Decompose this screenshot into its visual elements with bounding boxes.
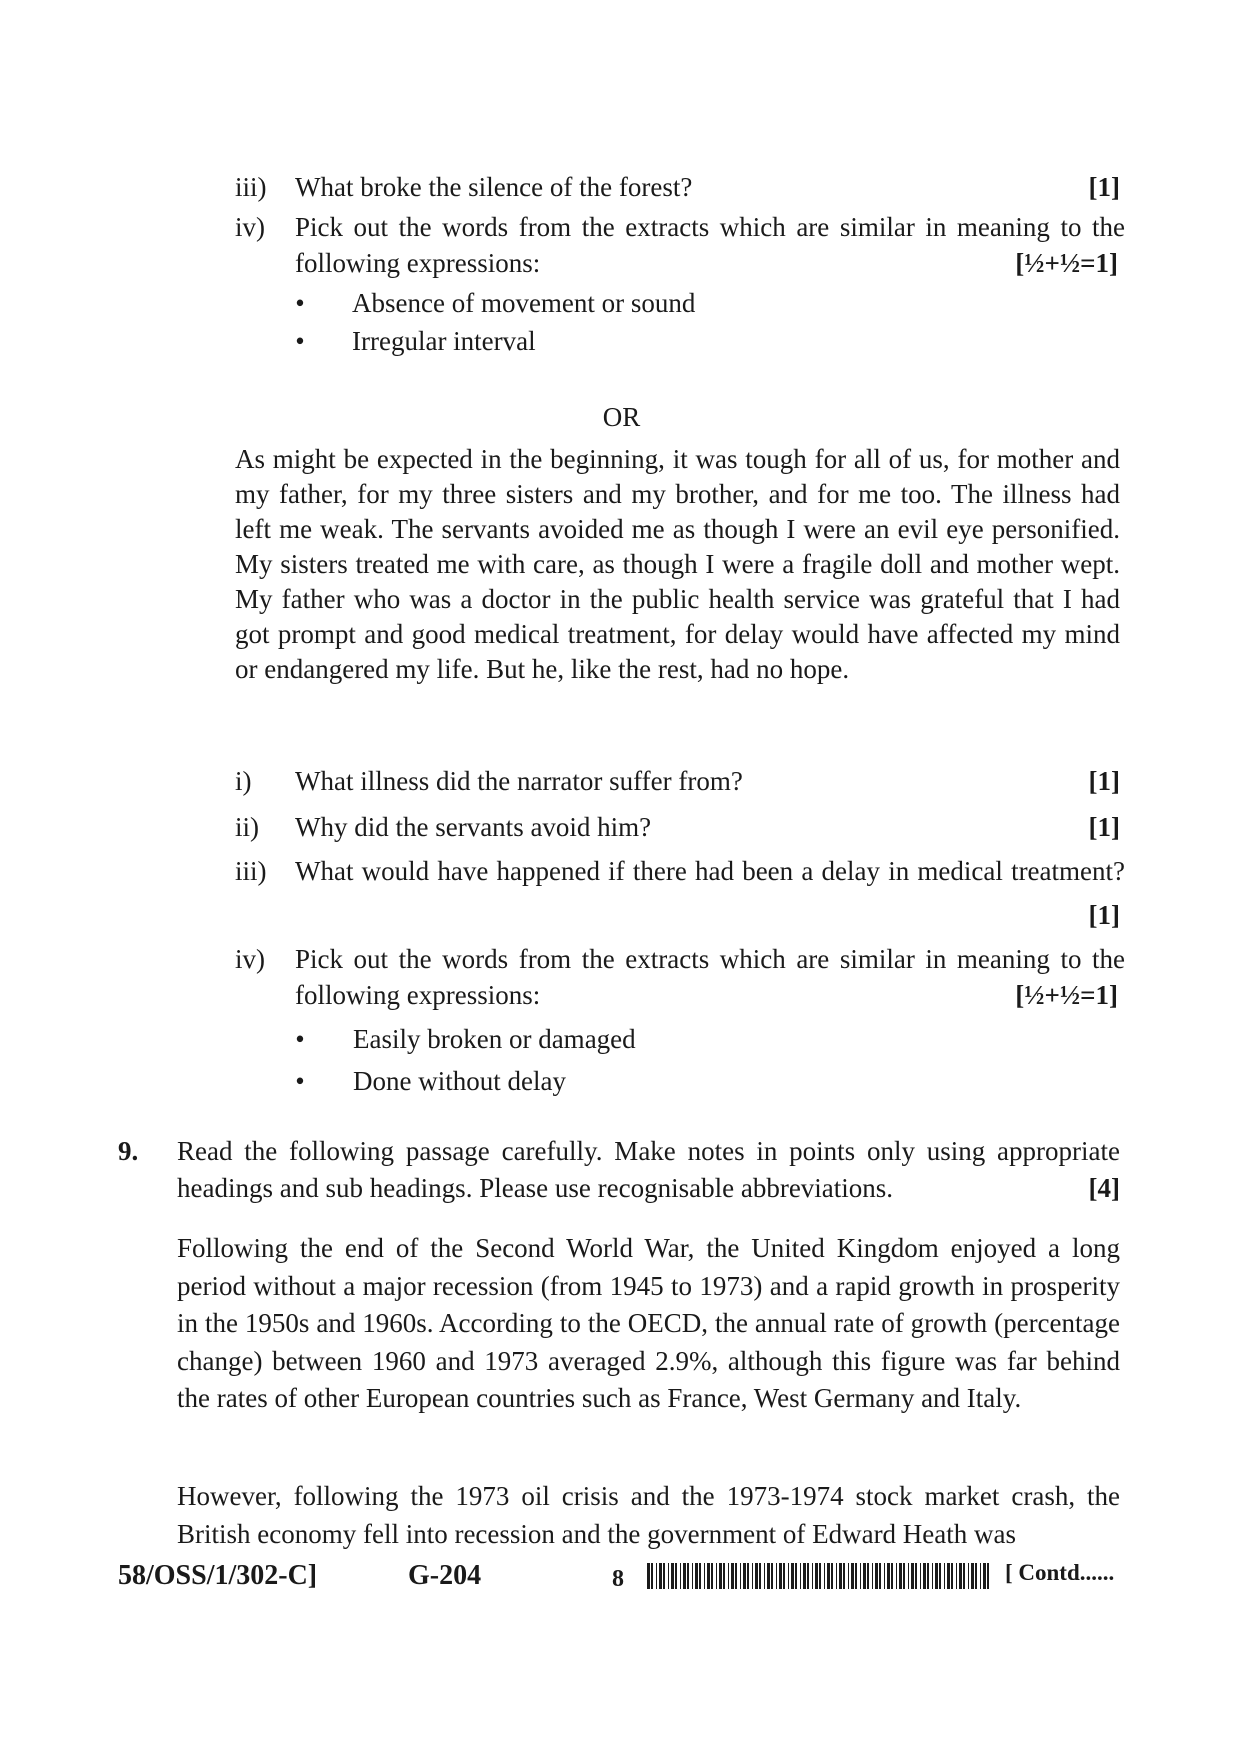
- question-number: iii): [235, 172, 267, 202]
- bullet-item: Absence of movement or sound: [352, 288, 696, 318]
- bullet-item: Done without delay: [353, 1066, 566, 1096]
- series-code: G-204: [408, 1560, 482, 1591]
- marks-label: [½+½=1]: [1015, 248, 1118, 278]
- question-number: iv): [235, 944, 265, 974]
- extract-paragraph: As might be expected in the beginning, it was tough for all of us, for mother and my father, for my three sisters and my brother, and for me too. The illness had left me weak. The servants avoided me as though I were an evil eye personified. My sisters treated me with care, as though I were a fragile doll and mother wept. My father who was a doctor in the public health service was grateful that I had got prompt and good medical treatment, for delay would have affected my mind or endangered my life. But he, like the rest, had no hope.: [235, 444, 1120, 684]
- contd-label: [ Contd......: [1005, 1560, 1115, 1585]
- barcode: [647, 1563, 989, 1589]
- question-number: iv): [235, 212, 265, 242]
- bullet-icon: •: [295, 326, 305, 356]
- question-text-line2: headings and sub headings. Please use recognisable abbreviations.: [177, 1173, 894, 1203]
- marks-label: [1]: [1088, 900, 1120, 930]
- question-text-line2: following expressions:: [295, 980, 541, 1010]
- question-number: 9.: [118, 1136, 139, 1166]
- question-text-line1: Read the following passage carefully. Make notes in points only using appropriate: [177, 1136, 1120, 1166]
- passage-paragraph: However, following the 1973 oil crisis and the 1973-1974 stock market crash, the British economy fell into recession and the government of Edward Heath was: [177, 1481, 1120, 1549]
- question-text: Why did the servants avoid him?: [295, 812, 652, 842]
- bullet-item: Irregular interval: [352, 326, 536, 356]
- or-label: OR: [602, 402, 641, 432]
- question-text-line2: following expressions:: [295, 248, 541, 278]
- marks-label: [4]: [1088, 1173, 1120, 1203]
- question-number: ii): [235, 812, 259, 842]
- passage-paragraph: Following the end of the Second World War, the United Kingdom enjoyed a long period without a major recession (from 1945 to 1973) and a rapid growth in prosperity in the 1950s and 1960s. According to the OECD, the annual rate of growth (percentage change) between 1960 and 1973 averaged 2.9%, although this figure was far behind the rates of other European countries such as France, West Germany and Italy.: [177, 1233, 1120, 1413]
- question-number: iii): [235, 856, 267, 886]
- bullet-icon: •: [295, 1024, 305, 1054]
- paper-code: 58/OSS/1/302-C]: [118, 1560, 318, 1591]
- question-text-line1: Pick out the words from the extracts which are similar in meaning to the: [295, 944, 1125, 974]
- marks-label: [1]: [1088, 172, 1120, 202]
- question-number: i): [235, 766, 252, 796]
- question-text-line1: Pick out the words from the extracts which are similar in meaning to the: [295, 212, 1125, 242]
- page-number: 8: [612, 1566, 624, 1592]
- question-text: What broke the silence of the forest?: [295, 172, 693, 202]
- bullet-icon: •: [295, 288, 305, 318]
- marks-label: [1]: [1088, 766, 1120, 796]
- or-separator: [0, 402, 1241, 433]
- bullet-icon: •: [295, 1066, 305, 1096]
- question-text: What illness did the narrator suffer from?: [295, 766, 743, 796]
- question-text: What would have happened if there had been a delay in medical treatment?: [295, 856, 1125, 886]
- bullet-item: Easily broken or damaged: [353, 1024, 636, 1054]
- marks-label: [1]: [1088, 812, 1120, 842]
- marks-label: [½+½=1]: [1015, 980, 1118, 1010]
